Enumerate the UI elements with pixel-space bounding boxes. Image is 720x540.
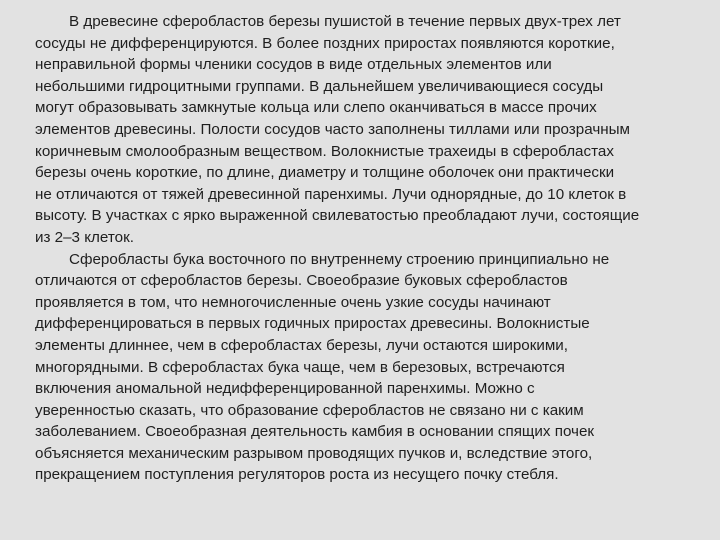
text-line: Сферобласты бука восточного по внутреннему строению принципиально не xyxy=(69,250,610,268)
text-line: уверенностью сказать, что образование сферобластов не связано ни с каким xyxy=(35,401,584,419)
text-line: многорядными. В сферобластах бука чаще, чем в березовых, встречаются xyxy=(35,358,565,376)
text-line: сосуды не дифференцируются. В более поздних приростах появляются короткие, xyxy=(35,34,615,52)
text-line: высоту. В участках с ярко выраженной свилеватостью преобладают лучи, состоящие xyxy=(35,207,640,225)
text-line: неправильной формы членики сосудов в виде отдельных элементов или xyxy=(35,56,552,74)
text-line: включения аномальной недифференцированной паренхимы. Можно с xyxy=(35,380,535,398)
text-line: дифференцироваться в первых годичных приростах древесины. Волокнистые xyxy=(35,315,590,333)
text-line: не отличаются от тяжей древесинной паренхимы. Лучи однорядные, до 10 клеток в xyxy=(35,185,627,203)
paragraph-beech xyxy=(35,249,694,487)
paragraph-birch xyxy=(35,11,694,249)
text-line: небольшими гидроцитными группами. В дальнейшем увеличивающиеся сосуды xyxy=(35,77,604,95)
text-line: отличаются от сферобластов березы. Своеобразие буковых сферобластов xyxy=(35,272,568,290)
text-line: элементов древесины. Полости сосудов часто заполнены тиллами или прозрачным xyxy=(35,120,630,138)
text-line: березы очень короткие, по длине, диаметру и толщине оболочек они практически xyxy=(35,164,615,182)
text-line: прекращением поступления регуляторов роста из несущего почку стебля. xyxy=(35,466,559,484)
text-line: проявляется в том, что немногочисленные очень узкие сосуды начинают xyxy=(35,293,551,311)
text-line: заболеванием. Своеобразная деятельность камбия в основании спящих почек xyxy=(35,423,595,441)
text-line: объясняется механическим разрывом проводящих пучков и, вследствие этого, xyxy=(35,444,593,462)
text-line: коричневым смолообразным веществом. Волокнистые трахеиды в сферобластах xyxy=(35,142,614,160)
text-line: могут образовывать замкнутые кольца или слепо оканчиваться в массе прочих xyxy=(35,99,597,117)
text-line: из 2–3 клеток. xyxy=(35,228,134,246)
text-line: элементы длиннее, чем в сферобластах березы, лучи остаются широкими, xyxy=(35,336,569,354)
text-line: В древесине сферобластов березы пушистой в течение первых двух-трех лет xyxy=(69,13,621,30)
